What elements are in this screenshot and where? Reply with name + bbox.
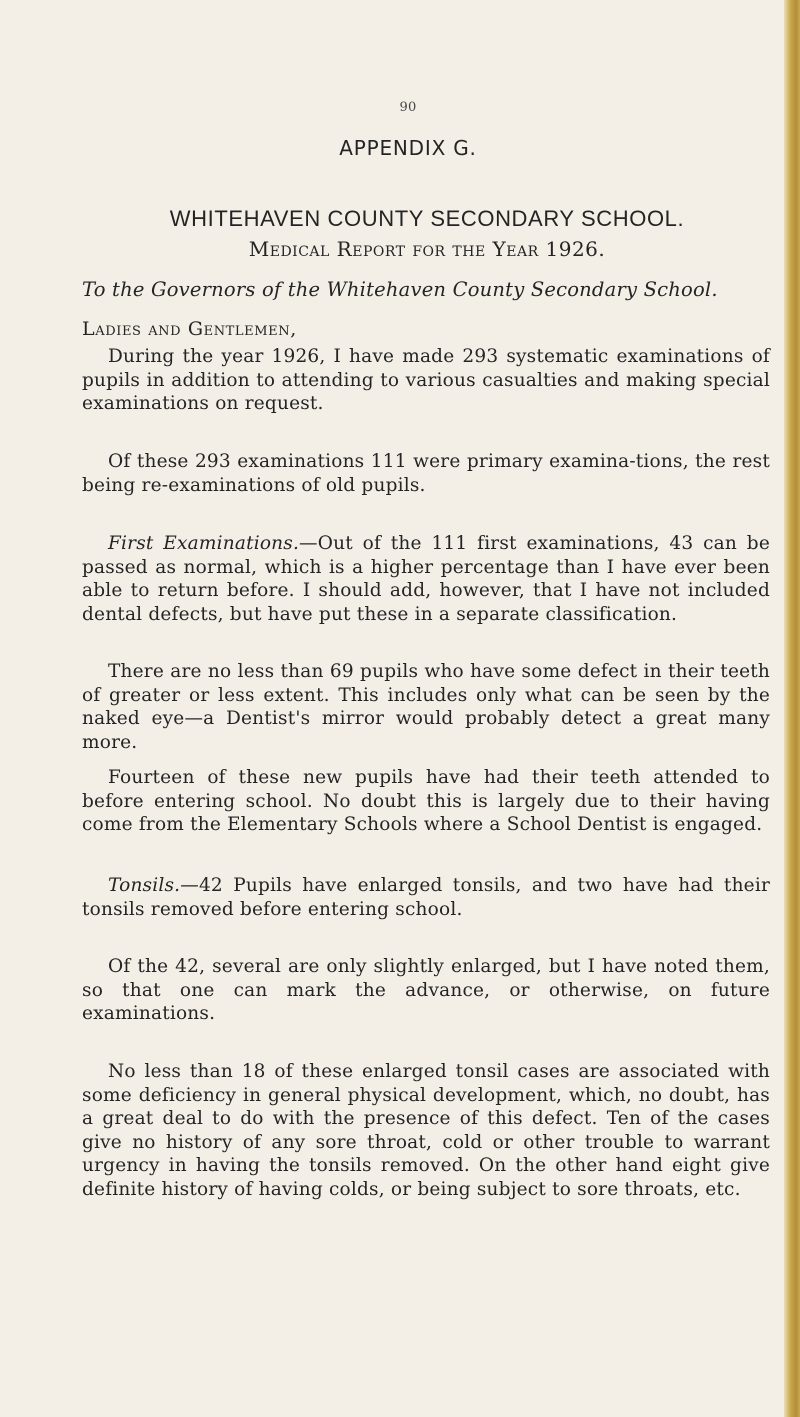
paragraph-text: During the year 1926, I have made 293 systematic examinations of pupils in addition to attending to various casualties and making special examinations on request. (82, 346, 770, 414)
page-number: 90 (399, 100, 417, 115)
paragraph-text: No less than 18 of these enlarged tonsil cases are associated with some deficiency in general physical development, which, no doubt, has a great deal to do with the presence of this defect. Ten of the cases give no history of any sore throat, cold or other trouble to warrant urgency in having the tonsils removed. On the other hand eight give definite history of having colds, or being subject to sore throats, etc. (82, 1061, 770, 1200)
paragraph-text: Fourteen of these new pupils have had their teeth attended to before entering school. No doubt this is largely due to their having come from the Elementary Schools where a School Dentist is engaged. (82, 767, 770, 835)
paragraph-text: —42 Pupils have enlarged tonsils, and two have had their tonsils removed before entering school. (82, 875, 770, 920)
school-title: WHITEHAVEN COUNTY SECONDARY SCHOOL. (169, 206, 685, 231)
paragraph-8 (82, 1060, 770, 1201)
paragraph-text: Of the 42, several are only slightly enlarged, but I have noted them, so that one can mark the advance, or otherwise, on future examinations. (82, 956, 770, 1024)
report-title: Medical Report for the Year 1926. (248, 237, 606, 261)
section-heading-first-examinations: First Examinations. (108, 533, 300, 554)
page-edge (784, 0, 800, 1417)
paragraph-7 (82, 955, 770, 1026)
paragraph-1 (82, 345, 770, 416)
addressee: To the Governors of the Whitehaven County Secondary School. (82, 278, 718, 301)
paragraph-3 (82, 532, 770, 626)
paragraph-5 (82, 766, 770, 837)
section-heading-tonsils: Tonsils. (108, 875, 181, 896)
paragraph-2 (82, 450, 770, 497)
paragraph-text: —Out of the 111 first examinations, 43 can be passed as normal, which is a higher percentage than I have ever been able to return before. I should add, however, that I have not included dental defects, but have put these in a separate classification. (82, 533, 770, 625)
paragraph-4 (82, 660, 770, 754)
paragraph-text: Of these 293 examinations 111 were primary examina-tions, the rest being re-examinations of old pupils. (82, 451, 770, 496)
paragraph-6 (82, 874, 770, 921)
appendix-title: APPENDIX G. (339, 136, 477, 160)
salutation: Ladies and Gentlemen, (82, 318, 297, 340)
paragraph-text: There are no less than 69 pupils who have some defect in their teeth of greater or less extent. This includes only what can be seen by the naked eye—a Dentist's mirror would probably detect a great many more. (82, 661, 770, 753)
